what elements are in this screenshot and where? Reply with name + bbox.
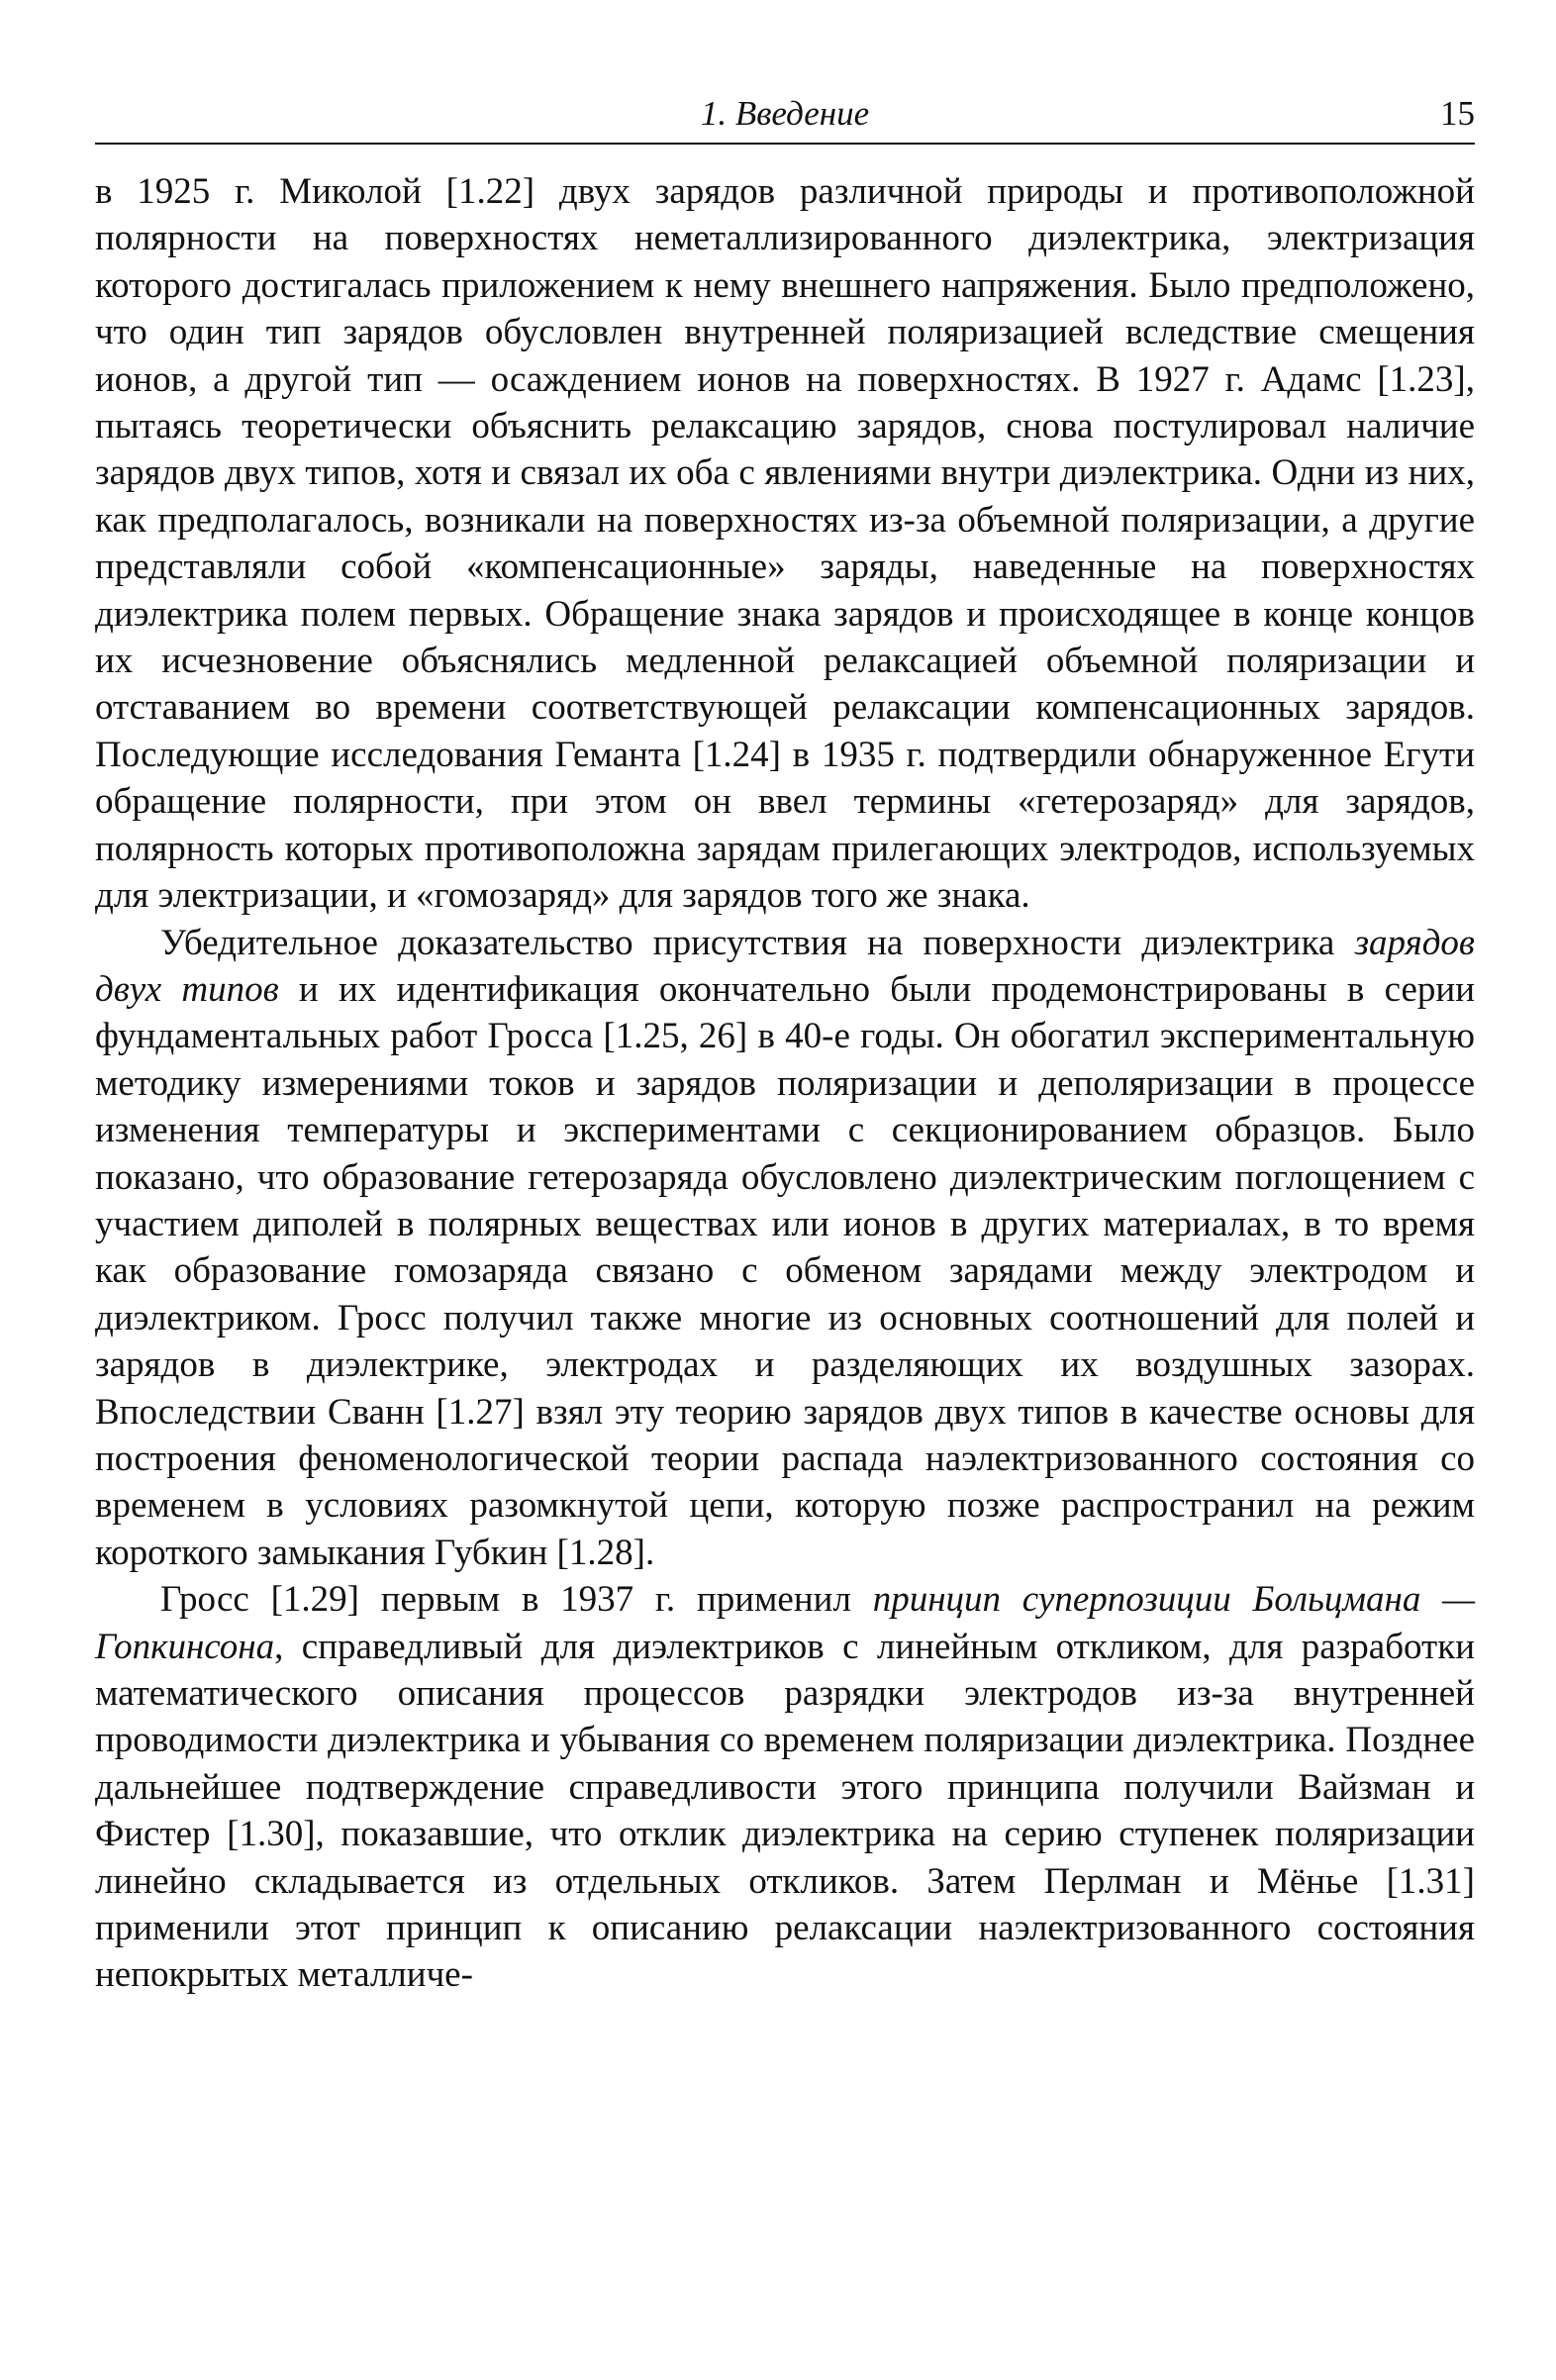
paragraph-2-emphasis: зарядов двух типов <box>95 922 1475 1010</box>
paragraph-2-text-continued: и их идентификация окончательно были продемонстрированы в серии фундаментальных работ Гросса [1.25, 26] в 40-е годы. Он обогатил экспериментальную методику измерениями токов и зарядов поляризации и деполяризации в процессе изменения температуры и экспериментами с секционированием образцов. Было показано, что образование гетерозаряда обусловлено диэлектрическим поглощением с участием диполей в полярных веществах или ионов в других материалах, в то время как образование гомозаряда связано с обменом зарядами между электродом и диэлектриком. Гросс получил также многие из основных соотношений для полей и зарядов в диэлектрике, электродах и разделяющих их воздушных зазорах. Впоследствии Сванн [1.27] взял эту теорию зарядов двух типов в качестве основы для построения феноменологической теории распада наэлектризованного состояния со временем в условиях разомкнутой цепи, которую позже распространил на режим короткого замыкания Губкин [1.28]. <box>95 968 1475 1573</box>
paragraph-3-emphasis: принцип суперпозиции Больцмана — Гопкинсона <box>95 1579 1476 1667</box>
header-rule <box>95 143 1475 145</box>
paragraph-2-text: Убедительное доказательство присутствия на поверхности диэлектрика <box>160 922 1355 963</box>
paragraph-3 <box>95 1576 1475 1999</box>
page-number: 15 <box>1440 94 1475 133</box>
chapter-title: 1. Введение <box>700 94 870 133</box>
running-head <box>95 91 1475 137</box>
paragraph-3-text: Гросс [1.29] первым в 1937 г. применил <box>160 1579 873 1621</box>
paragraph-1-text: в 1925 г. Миколой [1.22] двух зарядов различной природы и противоположной полярности на поверхностях неметаллизированного диэлектрика, электризация которого достигалась приложением к нему внешнего напряжения. Было предположено, что один тип зарядов обусловлен внутренней поляризацией вследствие смещения ионов, а другой тип — осаждением ионов на поверхностях. В 1927 г. Адамс [1.23], пытаясь теоретически объяснить релаксацию зарядов, снова постулировал наличие зарядов двух типов, хотя и связал их оба с явлениями внутри диэлектрика. Одни из них, как предполагалось, возникали на поверхностях из-за объемной поляризации, а другие представляли собой «компенсационные» заряды, наведенные на поверхностях диэлектрика полем первых. Обращение знака зарядов и происходящее в конце концов их исчезновение объяснялись медленной релаксацией объемной поляризации и отставанием во времени соответствующей релаксации компенсационных зарядов. Последующие исследования Геманта [1.24] в 1935 г. подтвердили обнаруженное Егути обращение полярности, при этом он ввел термины «гетерозаряд» для зарядов, полярность которых противоположна зарядам прилегающих электродов, используемых для электризации, и «гомозаряд» для зарядов того же знака. <box>95 171 1475 917</box>
body-text <box>95 168 1475 1999</box>
paragraph-2 <box>95 920 1475 1577</box>
paragraph-1 <box>95 168 1475 920</box>
paragraph-3-text-continued: , справедливый для диэлектриков с линейным откликом, для разработки математического описания процессов разрядки электродов из-за внутренней проводимости диэлектрика и убывания со временем поляризации диэлектрика. Позднее дальнейшее подтверждение справедливости этого принципа получили Вайзман и Фистер [1.30], показавшие, что отклик диэлектрика на серию ступенек поляризации линейно складывается из отдельных откликов. Затем Перлман и Мёнье [1.31] применили этот принцип к описанию релаксации наэлектризованного состояния непокрытых металличе- <box>95 1626 1475 1996</box>
